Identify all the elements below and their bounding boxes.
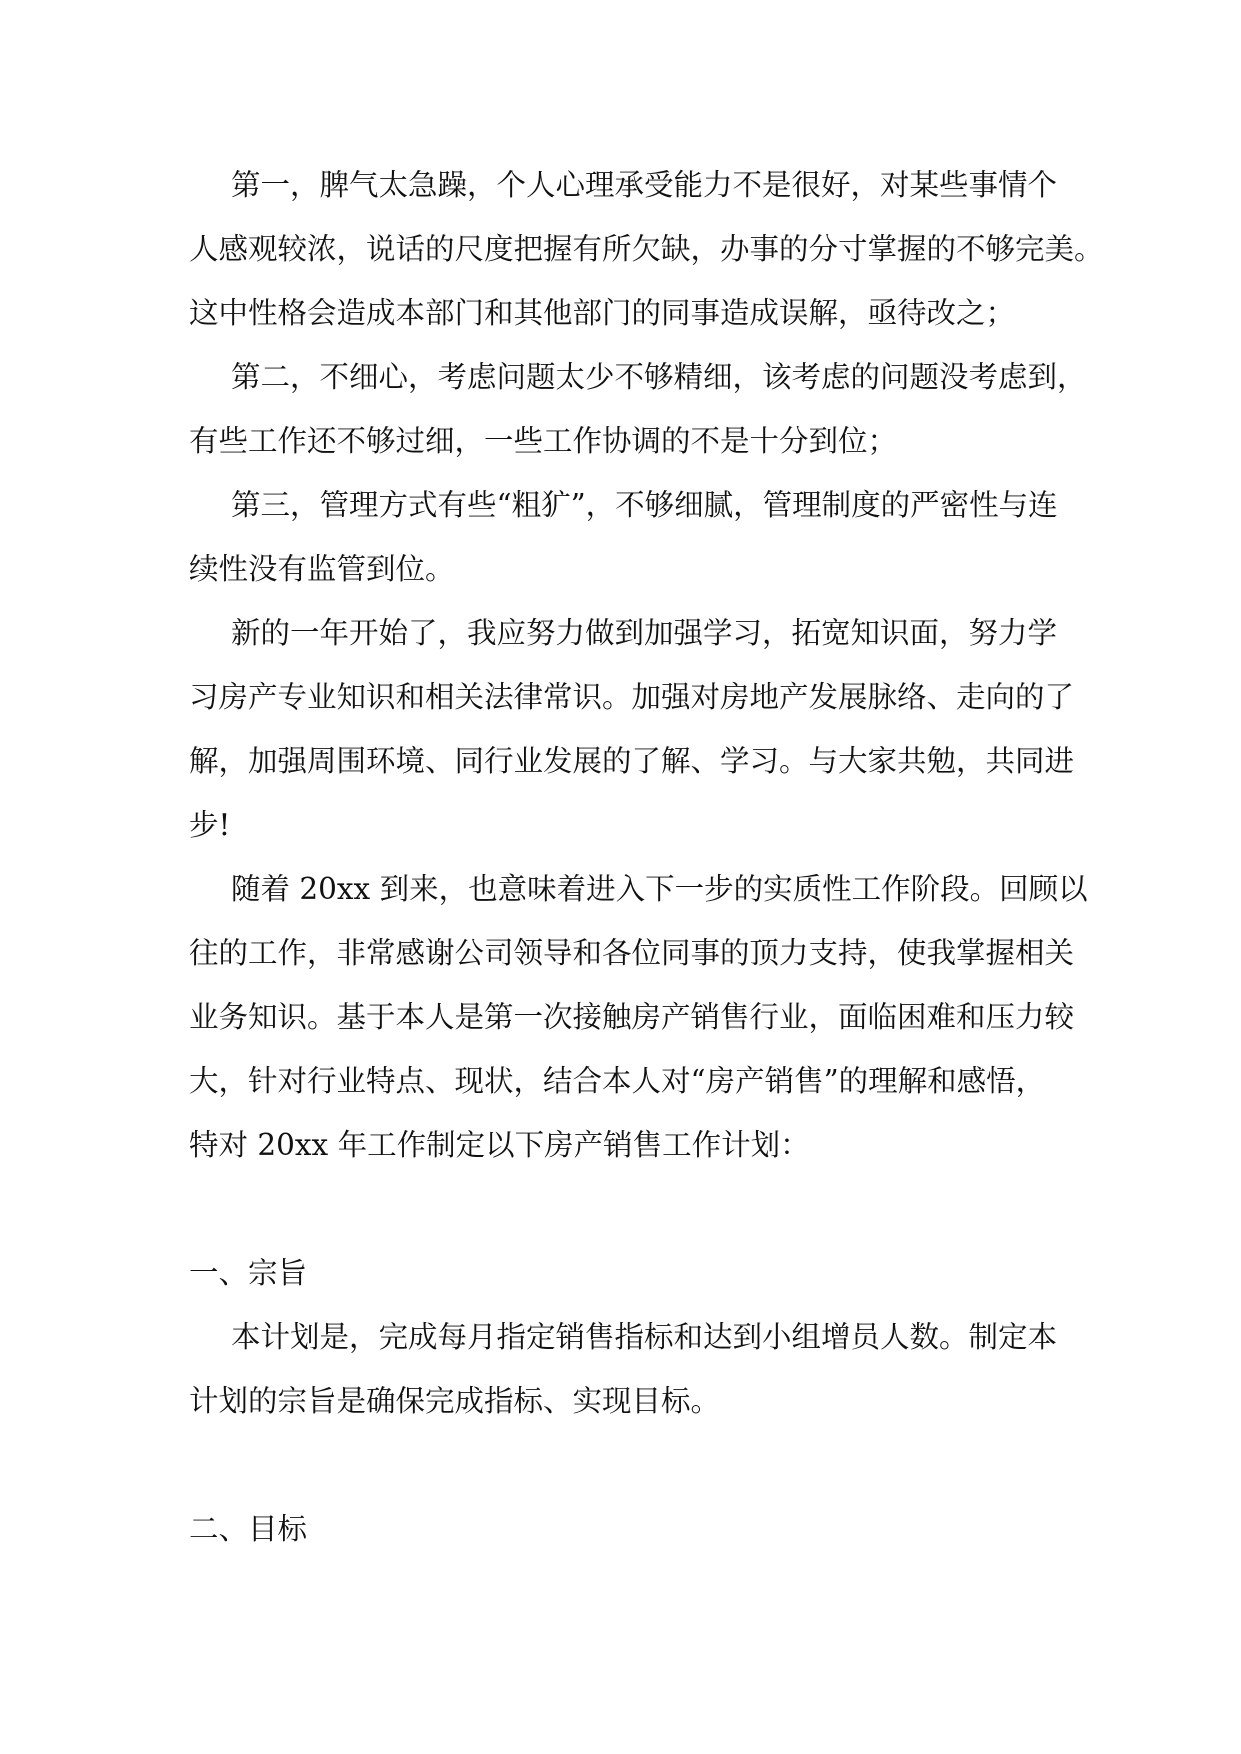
paragraph-line: [0, 475, 1241, 535]
paragraph-line: [0, 859, 1241, 919]
section-heading: [0, 1243, 1241, 1303]
section-heading-text: 一、宗旨: [189, 1256, 308, 1290]
paragraph-line: [0, 283, 1241, 343]
paragraph-text: 有些工作还不够过细，一些工作协调的不是十分到位；: [189, 424, 898, 458]
paragraph-line: [0, 1307, 1241, 1367]
paragraph-line: [0, 603, 1241, 663]
paragraph-text: 特对 20xx 年工作制定以下房产销售工作计划：: [189, 1128, 810, 1162]
paragraph-text: 业务知识。基于本人是第一次接触房产销售行业，面临困难和压力较: [189, 1000, 1075, 1034]
paragraph-text: 新的一年开始了，我应努力做到加强学习，拓宽知识面，努力学: [231, 616, 1058, 650]
paragraph-text: 第二，不细心，考虑问题太少不够精细，该考虑的问题没考虑到，: [231, 360, 1087, 394]
section-heading-text: 二、目标: [189, 1512, 308, 1546]
paragraph-text: 往的工作，非常感谢公司领导和各位同事的顶力支持，使我掌握相关: [189, 936, 1075, 970]
paragraph-line: [0, 347, 1241, 407]
paragraph-line: [0, 795, 1241, 855]
paragraph-line: [0, 923, 1241, 983]
paragraph-text: 计划的宗旨是确保完成指标、实现目标。: [189, 1384, 721, 1418]
paragraph-text: 大，针对行业特点、现状，结合本人对“房产销售”的理解和感悟，: [189, 1064, 1046, 1098]
paragraph-line: [0, 1115, 1241, 1175]
section-heading: [0, 1499, 1241, 1559]
paragraph-text: 解，加强周围环境、同行业发展的了解、学习。与大家共勉，共同进: [189, 744, 1075, 778]
paragraph-line: [0, 155, 1241, 215]
paragraph-line: [0, 219, 1241, 279]
paragraph-line: [0, 1051, 1241, 1111]
paragraph-line: [0, 987, 1241, 1047]
paragraph-line: [0, 1371, 1241, 1431]
paragraph-text: 随着 20xx 到来，也意味着进入下一步的实质性工作阶段。回顾以: [231, 872, 1088, 906]
paragraph-line: [0, 539, 1241, 599]
paragraph-line: [0, 411, 1241, 471]
paragraph-text: 人感观较浓，说话的尺度把握有所欠缺，办事的分寸掌握的不够完美。: [189, 232, 1104, 266]
paragraph-text: 本计划是，完成每月指定销售指标和达到小组增员人数。制定本: [231, 1320, 1058, 1354]
paragraph-text: 习房产专业知识和相关法律常识。加强对房地产发展脉络、走向的了: [189, 680, 1075, 714]
paragraph-line: [0, 731, 1241, 791]
paragraph-text: 第一，脾气太急躁，个人心理承受能力不是很好，对某些事情个: [231, 168, 1058, 202]
paragraph-text: 续性没有监管到位。: [189, 552, 455, 586]
paragraph-text: 步!: [189, 808, 231, 842]
paragraph-text: 第三，管理方式有些“粗犷”，不够细腻，管理制度的严密性与连: [231, 488, 1058, 522]
paragraph-text: 这中性格会造成本部门和其他部门的同事造成误解，亟待改之；: [189, 296, 1016, 330]
paragraph-line: [0, 667, 1241, 727]
